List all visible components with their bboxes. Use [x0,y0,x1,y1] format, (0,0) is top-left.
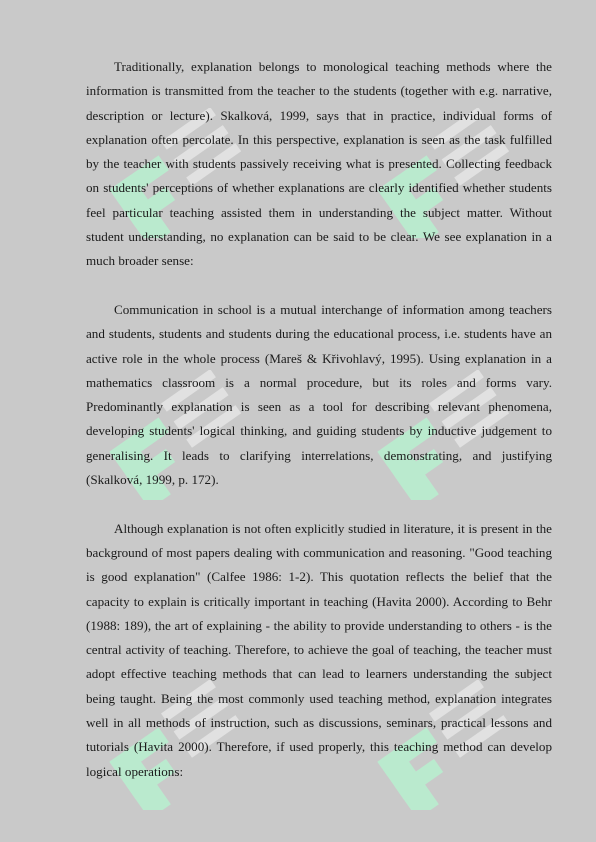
paragraph-1: Traditionally, explanation belongs to monological teaching methods where the information is transmitted from the teacher to the students (together with e.g. narrative, description or lecture). Skalková, 1999, says that in practice, individual forms of explanation often percolate. In this perspective, explanation is seen as the task fulfilled by the teacher with students passively receiving what is presented. Collecting feedback on students' perceptions of whether explanations are clearly identified whether students feel particular teaching assisted them in understanding the subject matter. Without student understanding, no explanation can be said to be clear. We see explanation in a much broader sense: [86,59,552,269]
paragraph-2: Communication in school is a mutual interchange of information among teachers and students, students and students during the educational process, i.e. students have an active role in the whole process (Mareš & Křivohlavý, 1995). Using explanation in a mathematics classroom is a normal procedure, but its roles and forms vary. Predominantly explanation is seen as a tool for describing relevant phenomena, developing students' logical thinking, and guiding students by inductive judgement to generalising. It leads to clarifying interrelations, demonstrating, and justifying (Skalková, 1999, p. 172). [86,301,552,488]
document-body [86,55,552,784]
paragraph-3: Although explanation is not often explicitly studied in literature, it is present in the background of most papers dealing with communication and reasoning. "Good teaching is good explanation" (Calfee 1986: 1-2). This quotation reflects the belief that the capacity to explain is critically important in teaching (Havita 2000). According to Behr (1988: 189), the art of explaining - the ability to provide understanding to others - is the central activity of teaching. Therefore, to achieve the goal of teaching, the teacher must adopt effective teaching methods that can lead to learners understanding the subject being taught. Being the most commonly used teaching method, explanation integrates well in all methods of instruction, such as discussions, seminars, practical lessons and tutorials (Havita 2000). Therefore, if used properly, this teaching method can develop logical operations: [86,520,552,779]
